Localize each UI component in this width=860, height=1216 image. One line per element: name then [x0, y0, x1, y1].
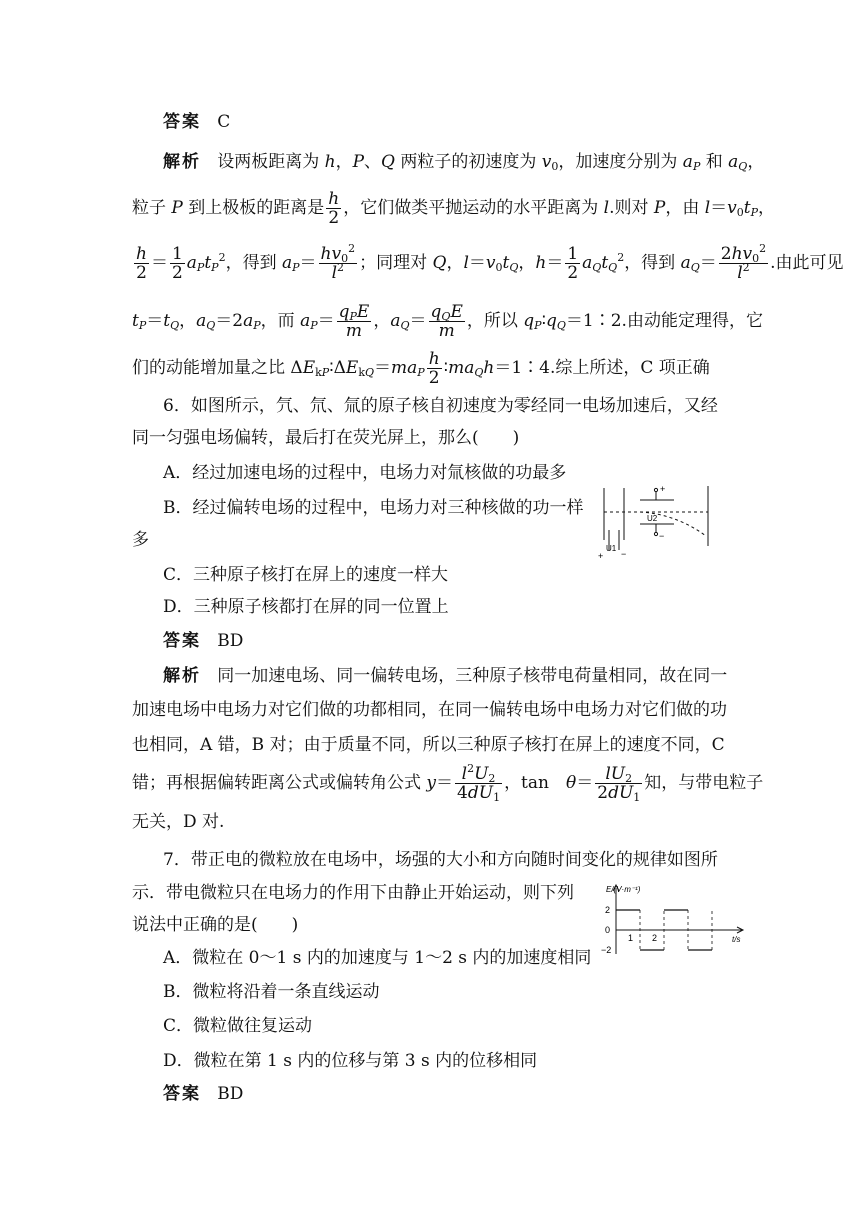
y-tick-neg2: −2: [601, 945, 612, 955]
e-t-graph: [596, 880, 756, 960]
u1-label: U1: [606, 544, 617, 553]
q7-stem-line-3: 说法中正确的是( ): [132, 915, 299, 935]
q6-option-c: C．三种原子核打在屏上的速度一样大: [163, 565, 449, 585]
x-tick-1: 1: [628, 933, 634, 943]
q5-analysis-line-4: $t_P=t_Q$，$a_Q=2a_P$，而 $a_P=$ $\frac{q_PE}{m}$ ，$a_Q=$ $\frac{q_QE}{m}$ ，所以 $q_P∶q_Q=1∶2$.由动能定理得，它: [132, 302, 763, 341]
q6-option-b-line-1: B．经过偏转电场的过程中，电场力对三种核做的功一样: [163, 498, 584, 518]
x-tick-2: 2: [652, 933, 658, 943]
q7-option-b: B．微粒将沿着一条直线运动: [163, 982, 380, 1002]
answer-value: BD: [217, 631, 244, 651]
q6-analysis-line-3: 也相同，A 错，B 对；由于质量不同，所以三种原子核打在屏上的速度不同，C: [132, 735, 725, 755]
x-axis-label: t/s: [732, 935, 741, 944]
u2-label: U2: [647, 514, 658, 523]
q5-analysis-line-2: 粒子 P 到上极板的距离是 $\frac{h}{2}$ ，它们做类平抛运动的水平距离为 l.则对 P，由 $l=v_0t_P$，: [132, 189, 776, 228]
answer-value: BD: [217, 1084, 244, 1104]
q7-stem-line-2: 示．带电微粒只在电场力的作用下由静止开始运动，则下列: [132, 883, 574, 903]
q6-stem-line-1: 6．如图所示，氕、氘、氚的原子核自初速度为零经同一电场加速后，又经: [163, 396, 718, 416]
q6-option-b-line-2: 多: [132, 530, 149, 550]
q7-option-c: C．微粒做往复运动: [163, 1016, 313, 1036]
answer-value: C: [217, 112, 231, 132]
answer-label: 答案: [163, 112, 201, 132]
q6-stem-line-2: 同一匀强电场偏转，最后打在荧光屏上，那么( ): [132, 428, 520, 448]
q7-stem-line-1: 7．带正电的微粒放在电场中，场强的大小和方向随时间变化的规律如图所: [163, 850, 718, 870]
q7-answer-line: [163, 1082, 763, 1106]
u1-plus-sign: +: [598, 551, 604, 560]
answer-label: 答案: [163, 631, 201, 651]
analysis-text: 同一加速电场、同一偏转电场，三种原子核带电荷量相同，故在同一: [217, 666, 728, 686]
q5-analysis-line-3: $\frac{h}{2}$ ＝ $\frac{1}{2}$ $a_Pt_P^2$，得到 $a_P=$ $\frac{hv_0^2}{l^2}$ ；同理对 Q，$l=v_0t_Q$，h＝ $\frac{1}{2}$ $a_Qt_Q^2$，得到 $a_Q=$ $\frac{2hv_0^2}{l^2}$ .由此可见: [136, 242, 844, 283]
analysis-label: 解析: [163, 666, 201, 686]
q5-answer-line: [163, 110, 763, 134]
y-tick-2: 2: [605, 905, 611, 915]
q7-field-graph: [596, 880, 756, 960]
u1-minus-sign: −: [621, 549, 627, 559]
q5-analysis-line-5: 们的动能增加量之比 $\Delta E_{kP}∶\Delta E_{kQ}=ma_P$ $\frac{h}{2}$ $∶ma_Qh=1∶4$.综上所述，C 项正确: [132, 349, 710, 388]
q6-analysis-line-2: 加速电场中电场力对它们做的功都相同，在同一偏转电场中电场力对它们做的功: [132, 700, 727, 720]
plus-sign: +: [660, 484, 666, 494]
q6-option-d: D．三种原子核都打在屏的同一位置上: [163, 597, 449, 617]
q7-option-d: D．微粒在第 1 s 内的位移与第 3 s 内的位移相同: [163, 1051, 538, 1071]
y-axis-label: E/(V·m⁻¹): [606, 885, 641, 894]
y-tick-0: 0: [605, 925, 611, 935]
q5-analysis-line-1: 解析 设两板距离为 h，P、Q 两粒子的初速度为 $v_0$，加速度分别为 $a_P$ 和 $a_Q$，: [163, 152, 765, 173]
q6-analysis-line-4: 错；再根据偏转距离公式或偏转角公式 y＝ $\frac{l^2U_2}{4dU_1}$ ，tan θ＝ $\frac{lU_2}{2dU_1}$ 知，与带电粒子: [132, 762, 764, 804]
q6-answer-line: [163, 629, 763, 653]
q6-option-a: A．经过加速电场的过程中，电场力对氚核做的功最多: [163, 463, 567, 483]
q7-option-a: A．微粒在 0～1 s 内的加速度与 1～2 s 内的加速度相同: [163, 948, 592, 968]
q6-analysis-line-5: 无关，D 对.: [132, 812, 225, 832]
analysis-label: 解析: [163, 152, 201, 172]
q6-analysis-line-1: [163, 664, 763, 688]
q6-deflection-figure: [596, 484, 716, 560]
minus-sign: −: [659, 531, 665, 541]
answer-label: 答案: [163, 1084, 201, 1104]
